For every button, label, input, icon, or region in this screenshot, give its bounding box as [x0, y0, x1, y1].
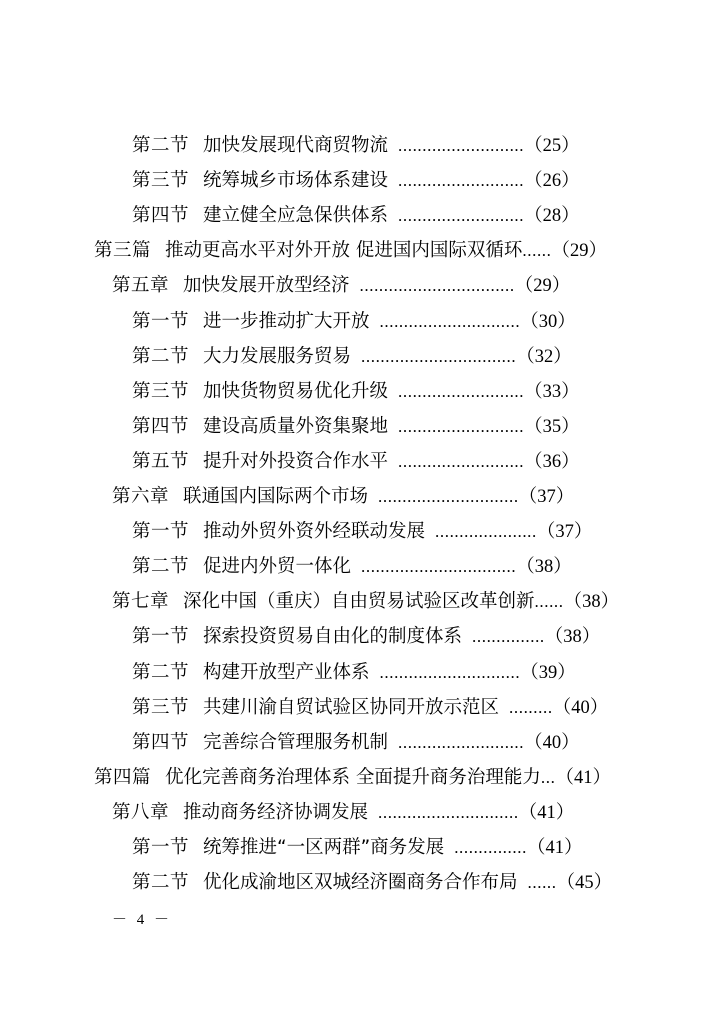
toc-entry-title: 推动商务经济协调发展: [183, 801, 369, 823]
toc-entry-title: 统筹推进“一区两群”商务发展: [203, 837, 445, 858]
toc-entry-label: 第三节: [132, 696, 190, 718]
toc-entry: [112, 271, 570, 301]
toc-entry-page: （29）: [551, 241, 608, 262]
toc-entry-leader: ................................: [361, 346, 517, 366]
toc-entry-label: 第六章: [112, 486, 170, 507]
toc-entry-leader: .............................: [378, 802, 519, 822]
toc-entry-label: 第二节: [132, 556, 190, 578]
toc-entry-leader: ..........................: [398, 206, 525, 226]
toc-entry-leader: ..........................: [398, 381, 525, 401]
toc-entry-leader: .............................: [379, 662, 521, 682]
toc-entry-page: （40）: [524, 732, 580, 753]
page-number: － 4 －: [112, 912, 173, 928]
toc-entry-page: （33）: [524, 381, 580, 402]
toc-entry-page: （35）: [524, 416, 580, 437]
toc-entry-leader: ......: [527, 873, 557, 893]
toc-entry-title: 建立健全应急保供体系: [203, 205, 389, 227]
toc-entry-title: 优化成渝地区双城经济圈商务合作布局: [203, 872, 518, 894]
toc-entry-title: 促进内外贸一体化: [203, 556, 352, 578]
toc-entry-leader: .........: [509, 697, 553, 717]
toc-entry-title: 加快货物贸易优化升级: [203, 380, 389, 402]
toc-entry-leader: .....................: [435, 522, 537, 542]
toc-entry-leader: ..........................: [398, 136, 525, 155]
toc-entry-leader: ..........................: [398, 732, 525, 752]
toc-entry: [132, 342, 572, 372]
toc-entry-label: 第四节: [132, 205, 190, 227]
toc-entry-page: （39）: [520, 662, 576, 683]
toc-entry: [94, 763, 611, 793]
toc-entry-label: 第四篇: [94, 766, 152, 788]
toc-entry: [132, 201, 580, 231]
toc-entry-title: 深化中国（重庆）自由贸易试验区改革创新: [183, 591, 535, 613]
toc-entry-leader: .............................: [378, 487, 519, 506]
toc-entry-title: 大力发展服务贸易: [203, 345, 352, 367]
toc-entry: [132, 517, 592, 547]
toc-entry-title: 建设高质量外资集聚地: [203, 415, 389, 437]
toc-entry-label: 第五节: [132, 450, 190, 472]
toc-entry-page: （37）: [536, 522, 593, 543]
toc-entry: [132, 377, 580, 407]
toc-entry-label: 第三节: [132, 170, 190, 192]
toc-entry-title: 推动外贸外资外经联动发展: [203, 521, 426, 543]
toc-entry-title: 加快发展开放型经济: [183, 275, 350, 297]
toc-entry-label: 第七章: [112, 591, 170, 613]
toc-entry-label: 第一节: [132, 626, 190, 648]
toc-entry-label: 第二节: [132, 135, 190, 156]
toc-entry-label: 第一节: [132, 521, 190, 543]
toc-entry: [132, 622, 600, 652]
toc-entry-label: 第三篇: [94, 240, 152, 262]
toc-entry: [132, 693, 608, 723]
toc-entry: [132, 447, 580, 477]
toc-entry: [132, 552, 572, 582]
toc-entry-leader: ......: [534, 592, 564, 612]
toc-entry-page: （40）: [552, 697, 609, 718]
toc-entry-page: （37）: [518, 487, 575, 507]
toc-entry-leader: ..........................: [398, 451, 525, 471]
toc-entry: [112, 482, 574, 512]
toc-entry: [112, 798, 574, 828]
toc-entry-title: 进一步推动扩大开放: [203, 310, 370, 332]
toc-entry-leader: ...............: [472, 627, 545, 647]
toc-entry-label: 第一节: [132, 837, 190, 858]
toc-entry-label: 第八章: [112, 801, 170, 823]
toc-entry-title: 优化完善商务治理体系 全面提升商务治理能力: [165, 766, 541, 788]
toc-entry: [94, 236, 607, 266]
toc-entry-label: 第二节: [132, 661, 190, 683]
toc-entry-page: （38）: [544, 627, 601, 648]
toc-entry-title: 统筹城乡市场体系建设: [203, 170, 389, 192]
toc-entry-leader: ..........................: [398, 416, 525, 436]
toc-entry-title: 联通国内国际两个市场: [183, 486, 369, 507]
toc-entry: [132, 728, 580, 758]
toc-entry-label: 第五章: [112, 275, 170, 297]
toc-entry-page: （26）: [524, 171, 580, 192]
toc-entry-label: 第一节: [132, 310, 190, 332]
toc-entry-leader: ................................: [359, 276, 515, 296]
toc-entry: [132, 131, 580, 161]
toc-entry-leader: ..........................: [398, 171, 525, 191]
toc-entry-page: （25）: [524, 136, 580, 156]
toc-entry-page: （32）: [516, 346, 572, 367]
toc-entry-page: （41）: [526, 838, 583, 858]
toc-entry: [132, 658, 576, 688]
toc-entry: [132, 307, 576, 337]
toc-entry-label: 第四节: [132, 731, 190, 753]
toc-entry: [132, 833, 582, 863]
toc-entry: [112, 587, 619, 617]
toc-entry-page: （28）: [524, 206, 580, 227]
toc-entry: [132, 868, 612, 898]
toc-entry-label: 第二节: [132, 872, 190, 894]
toc-entry-title: 完善综合管理服务机制: [203, 731, 389, 753]
toc-entry-title: 共建川渝自贸试验区协同开放示范区: [203, 696, 500, 718]
toc-entry-page: （45）: [556, 873, 613, 894]
toc-entry-leader: ...: [540, 767, 556, 787]
toc-entry-label: 第二节: [132, 345, 190, 367]
toc-entry-title: 加快发展现代商贸物流: [203, 135, 389, 156]
toc-entry-title: 探索投资贸易自由化的制度体系: [203, 626, 463, 648]
toc-entry-label: 第三节: [132, 380, 190, 402]
toc-entry-page: （30）: [520, 311, 576, 332]
toc-entry-title: 构建开放型产业体系: [203, 661, 370, 683]
toc-entry-page: （29）: [514, 276, 571, 297]
toc-entry-leader: ......: [522, 241, 552, 261]
toc-entry-leader: ................................: [361, 557, 517, 577]
toc-entry-page: （38）: [563, 592, 620, 613]
toc-entry-page: （36）: [524, 451, 580, 472]
toc-entry-title: 推动更高水平对外开放 促进国内国际双循环: [165, 240, 523, 262]
toc-entry-page: （38）: [516, 557, 572, 578]
toc-entry: [132, 166, 580, 196]
toc-entry-page: （41）: [555, 767, 611, 788]
toc-entry-label: 第四节: [132, 415, 190, 437]
toc-entry-leader: ...............: [454, 838, 527, 857]
toc-entry: [132, 412, 580, 442]
toc-entry-leader: .............................: [379, 311, 521, 331]
toc-entry-title: 提升对外投资合作水平: [203, 450, 389, 472]
toc-entry-page: （41）: [518, 802, 575, 823]
